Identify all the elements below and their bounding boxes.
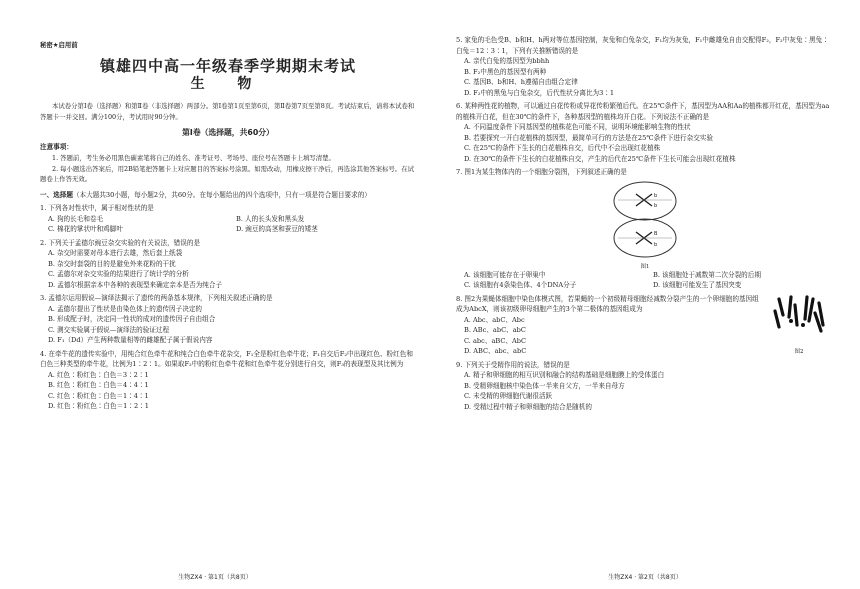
question-stem: 6. 某种两性花的植物，可以通过自花传粉或异花传粉繁殖后代。在25℃条件下，基因型为AA和Aa的植株都开红花，基因型为aa的植株开白花，但在30℃的条件下，各种基因型的植株均开白花。下列说法不正确的是 [456, 102, 830, 121]
option: A. 精子和卵细胞的相互识别和融合的结构基础是细胞膜上的受体蛋白 [464, 371, 665, 379]
figure-2-caption: 图2 [794, 348, 804, 355]
option: D. 孟德尔根据亲本中各种的表现型来确定亲本是否为纯合子 [48, 280, 223, 289]
option: A. 红色∶粉红色∶白色＝3∶2∶1 [48, 370, 149, 379]
option: C. 基因B、b和H、h遵循自由组合定律 [464, 78, 578, 86]
svg-text:B: B [654, 230, 658, 237]
figure-2 [764, 291, 834, 357]
section-heading [40, 190, 416, 201]
question-8 [456, 291, 834, 357]
question-5 [456, 35, 834, 98]
option: A. Abc、abC、Abc [464, 315, 525, 324]
page-footer: 生物ZX4 · 第2页（共8页） [608, 574, 682, 581]
question-8-text [456, 291, 764, 357]
question-1 [40, 203, 416, 235]
option: D. 该细胞可能发生了基因突变 [653, 281, 742, 289]
question-stem: 4. 在牵牛花的遗传实验中，用纯合红色牵牛花和纯合白色牵牛花杂交，F₁全是粉红色牵牛花；F₁自交后F₂中出现红色、粉红色和白色三种类型的牵牛花，比例为1∶2∶1。如果取F₂中的粉红色牵牛花和红色牵牛花分别进行自交，则F₃的表现型及其比例为 [40, 349, 413, 368]
question-2 [40, 238, 416, 291]
option: B. 若要探究一开白花植株的基因型，最简单可行的方法是在25℃条件下进行杂交实验 [464, 133, 713, 142]
question-stem: 9. 下列关于受精作用的说法，错误的是 [456, 360, 570, 369]
option: A. 不同温度条件下同基因型的植株花色可能不同，说明环境能影响生物的性状 [464, 123, 691, 131]
cell-division-figure [606, 180, 684, 260]
option: A. 该细胞可能存在于卵巢中 [464, 270, 546, 279]
option: A. 亲代白兔的基因型为bbhh [464, 57, 550, 65]
exam-subject: 生 物 [190, 76, 266, 92]
option: B. 人的长头发和黑头发 [236, 214, 305, 223]
exam-intro: 本试卷分第Ⅰ卷（选择题）和第Ⅱ卷（非选择题）两部分。第Ⅰ卷第1页至第6页，第Ⅱ卷第7页至第8页。考试结束后，请将本试卷和答题卡一并交回。满分100分，考试用时90分钟。 [40, 102, 415, 121]
volume-heading: 第Ⅰ卷（选择题，共60分） [182, 128, 274, 137]
option: C. 孟德尔对杂交实验的结果进行了统计学的分析 [48, 270, 189, 278]
option: A. 狗的长毛和卷毛 [48, 214, 104, 223]
confidential-label: 秘密★启用前 [40, 41, 78, 49]
option: D. ABC、abc、abC [464, 347, 527, 355]
option: B. 红色∶粉红色∶白色＝4∶4∶1 [48, 381, 149, 389]
question-7 [456, 167, 834, 291]
chromosome-figure [769, 291, 829, 343]
option: D. F₂中的黑兔与白兔杂交，后代性状分离比为3∶1 [464, 88, 615, 97]
question-stem: 5. 家兔的毛色受B、b和H、h两对等位基因控制，灰兔和白兔杂交，F₁均为灰兔，F₁中雌雄兔自由交配得F₂，F₂中灰兔∶黑兔∶白兔＝12∶3∶1，下列有关推断错误的是 [456, 36, 829, 55]
option: C. abc、aBC、AbC [464, 336, 527, 345]
option: B. 形成配子时，决定同一性状的成对的遗传因子自由组合 [48, 315, 216, 323]
exam-title: 镇雄四中高一年级春季学期期末考试 [99, 57, 356, 75]
option: B. F₂中黑色的基因型有两种 [464, 67, 547, 76]
option: A. 孟德尔提出了性状是由染色体上的遗传因子决定的 [48, 304, 203, 313]
option: C. 该细胞有4条染色体、4个DNA分子 [464, 281, 577, 289]
page-footer: 生物ZX4 · 第1页（共8页） [178, 574, 252, 581]
svg-text:b: b [654, 202, 658, 209]
notes-title: 注意事项： [40, 143, 73, 151]
question-3 [40, 293, 416, 346]
option: B. 杂交时套袋的目的是避免外来花粉的干扰 [48, 259, 176, 268]
question-4 [40, 349, 416, 412]
option-group [456, 270, 834, 291]
option: B. 受精卵细胞核中染色体一半来自父方，一半来自母方 [464, 381, 625, 390]
option: B. ABc、abC、abC [464, 326, 526, 334]
option-group [40, 214, 416, 235]
page-right [430, 0, 860, 589]
note-item: 1. 答题前，考生务必用黑色碳素笔将自己的姓名、准考证号、考场号、座位号在答题卡上填写清楚。 [52, 154, 335, 162]
svg-text:b: b [654, 241, 658, 248]
question-stem: 2. 下列关于孟德尔豌豆杂交实验的有关说法，错误的是 [40, 238, 201, 247]
option: A. 杂交时需要对母本进行去雄，然后套上纸袋 [48, 249, 183, 257]
option: D. 受精过程中精子和卵细胞的结合是随机的 [464, 402, 592, 411]
figure-1 [456, 180, 834, 260]
question-stem: 8. 图2为果蝇体细胞中染色体模式图，若果蝇的一个初级精母细胞经减数分裂产生的一个卵细胞的基因组成为AbcX，则该初级卵母细胞产生的3个第二极体的基因组成为 [456, 294, 759, 313]
question-stem: 3. 孟德尔运用假说—演绎法揭示了遗传的两条基本规律，下列相关叙述正确的是 [40, 294, 273, 302]
question-stem: 1. 下列各对性状中，属于相对性状的是 [40, 204, 154, 212]
section-text: （本大题共30小题，每小题2分，共60分。在每小题给出的四个选项中，只有一项是符合题目要求的） [72, 190, 371, 199]
figure-1-caption: 图1 [640, 263, 650, 270]
question-9 [456, 360, 834, 413]
option: D. 豌豆的高茎和蚕豆的矮茎 [236, 225, 318, 233]
option: C. 未受精的卵细胞代谢很活跃 [464, 392, 553, 400]
option: C. 红色∶粉红色∶白色＝1∶4∶1 [48, 391, 149, 400]
option: C. 测交实验属于假说—演绎法的验证过程 [48, 325, 170, 334]
note-item: 2. 每小题选出答案后，用2B铅笔把答题卡上对应题目的答案标号涂黑。如需改动，用橡皮擦干净后，再选涂其他答案标号。在试题卷上作答无效。 [40, 164, 414, 183]
question-stem: 7. 图1为某生物体内的一个细胞分裂图，下列叙述正确的是 [456, 168, 627, 176]
question-6 [456, 101, 834, 164]
svg-text:b: b [654, 192, 658, 199]
option: C. 在25℃的条件下生长的白花植株自交，后代中不会出现红花植株 [464, 144, 661, 152]
section-label: 一、选择题 [40, 190, 73, 199]
option: D. 在30℃的条件下生长的白花植株自交，产生的后代在25℃条件下生长可能会出现红花植株 [464, 154, 736, 163]
option: B. 该细胞处于减数第二次分裂的后期 [653, 270, 761, 279]
option: C. 棉花的掌状叶和鸡脚叶 [48, 225, 123, 233]
option: D. F₁（Dd）产生两种数量相等的雌雄配子属于假说内容 [48, 336, 213, 344]
option: D. 红色∶粉红色∶白色＝1∶2∶1 [48, 402, 149, 410]
